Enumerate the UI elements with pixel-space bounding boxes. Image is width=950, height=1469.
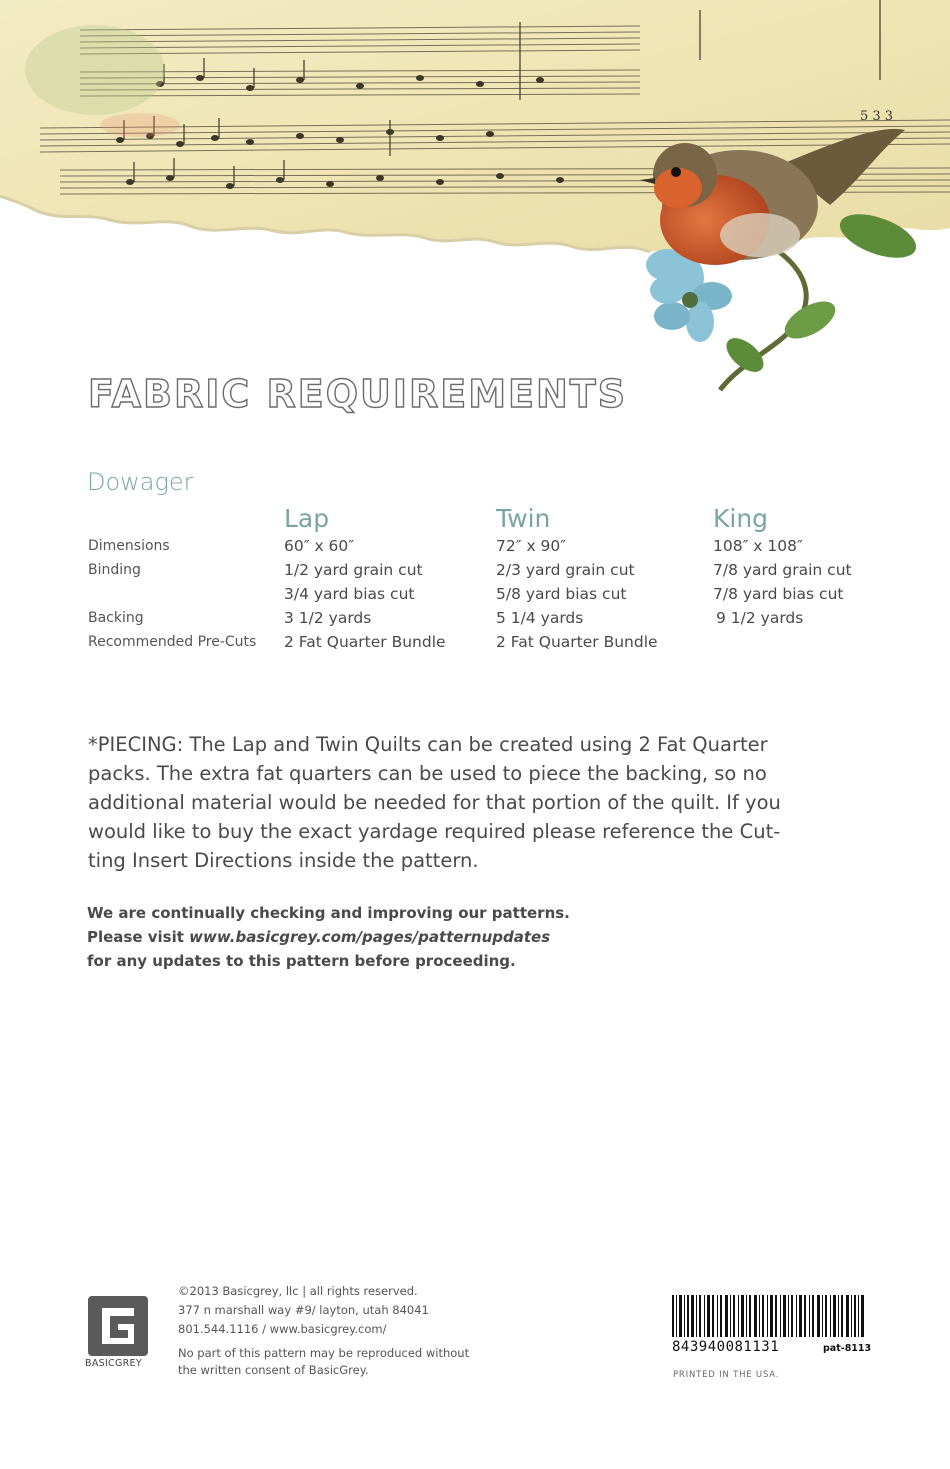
- note-line: would like to buy the exact yardage required please reference the Cut-: [88, 820, 781, 843]
- table-cell: 9 1/2 yards: [716, 609, 804, 627]
- note-line: *PIECING: The Lap and Twin Quilts can be created using 2 Fat Quarter: [88, 733, 768, 756]
- notice-line: [87, 925, 570, 949]
- table-cell: 2 Fat Quarter Bundle: [284, 633, 446, 651]
- table-cell: 5 1/4 yards: [496, 609, 584, 627]
- table-cell: 2 Fat Quarter Bundle: [496, 633, 658, 651]
- printed-in-usa: PRINTED IN THE USA.: [673, 1370, 780, 1380]
- column-header-king: King: [713, 504, 769, 533]
- barcode-number: 843940081131: [672, 1339, 780, 1355]
- pattern-updates-notice: [87, 901, 570, 973]
- logo-wordmark: BASICGREY: [85, 1358, 142, 1369]
- pattern-name: Dowager: [87, 468, 194, 496]
- row-label-binding: Binding: [88, 562, 141, 578]
- disclaimer-text: the written consent of BasicGrey.: [178, 1363, 369, 1377]
- barcode-image: [672, 1295, 866, 1337]
- row-label-backing: Backing: [88, 610, 144, 626]
- table-cell: 7/8 yard bias cut: [713, 585, 844, 603]
- table-cell: 7/8 yard grain cut: [713, 561, 852, 579]
- column-header-twin: Twin: [496, 504, 551, 533]
- svg-text:5 3 3: 5 3 3: [860, 109, 894, 124]
- table-cell: 72″ x 90″: [496, 537, 567, 555]
- notice-line: We are continually checking and improving our patterns.: [87, 904, 570, 922]
- sheet-music-header-image: [0, 0, 950, 400]
- row-label-dimensions: Dimensions: [88, 538, 170, 554]
- table-cell: 5/8 yard bias cut: [496, 585, 627, 603]
- notice-prefix: Please visit: [87, 928, 190, 946]
- disclaimer-text: No part of this pattern may be reproduced without: [178, 1346, 470, 1360]
- pattern-code: pat-8113: [823, 1343, 872, 1354]
- column-header-lap: Lap: [284, 504, 330, 533]
- table-cell: 3 1/2 yards: [284, 609, 372, 627]
- table-cell: 3/4 yard bias cut: [284, 585, 415, 603]
- note-line: additional material would be needed for that portion of the quilt. If you: [88, 791, 781, 814]
- note-line: packs. The extra fat quarters can be used to piece the backing, so no: [88, 762, 767, 785]
- address-text: 377 n marshall way #9/ layton, utah 84041: [178, 1303, 429, 1317]
- contact-text: 801.544.1116 / www.basicgrey.com/: [178, 1322, 387, 1336]
- note-line: ting Insert Directions inside the pattern.: [88, 849, 479, 872]
- piecing-note: [88, 730, 858, 875]
- page-title: FABRIC REQUIREMENTS: [88, 372, 628, 416]
- table-cell: 108″ x 108″: [713, 537, 803, 555]
- table-cell: 60″ x 60″: [284, 537, 355, 555]
- pattern-updates-link[interactable]: www.basicgrey.com/pages/patternupdates: [189, 928, 551, 946]
- row-label-pre-cuts: Recommended Pre-Cuts: [88, 634, 257, 650]
- notice-line: for any updates to this pattern before proceeding.: [87, 952, 516, 970]
- copyright-text: ©2013 Basicgrey, llc | all rights reserved.: [178, 1284, 418, 1298]
- table-cell: 2/3 yard grain cut: [496, 561, 635, 579]
- table-cell: 1/2 yard grain cut: [284, 561, 423, 579]
